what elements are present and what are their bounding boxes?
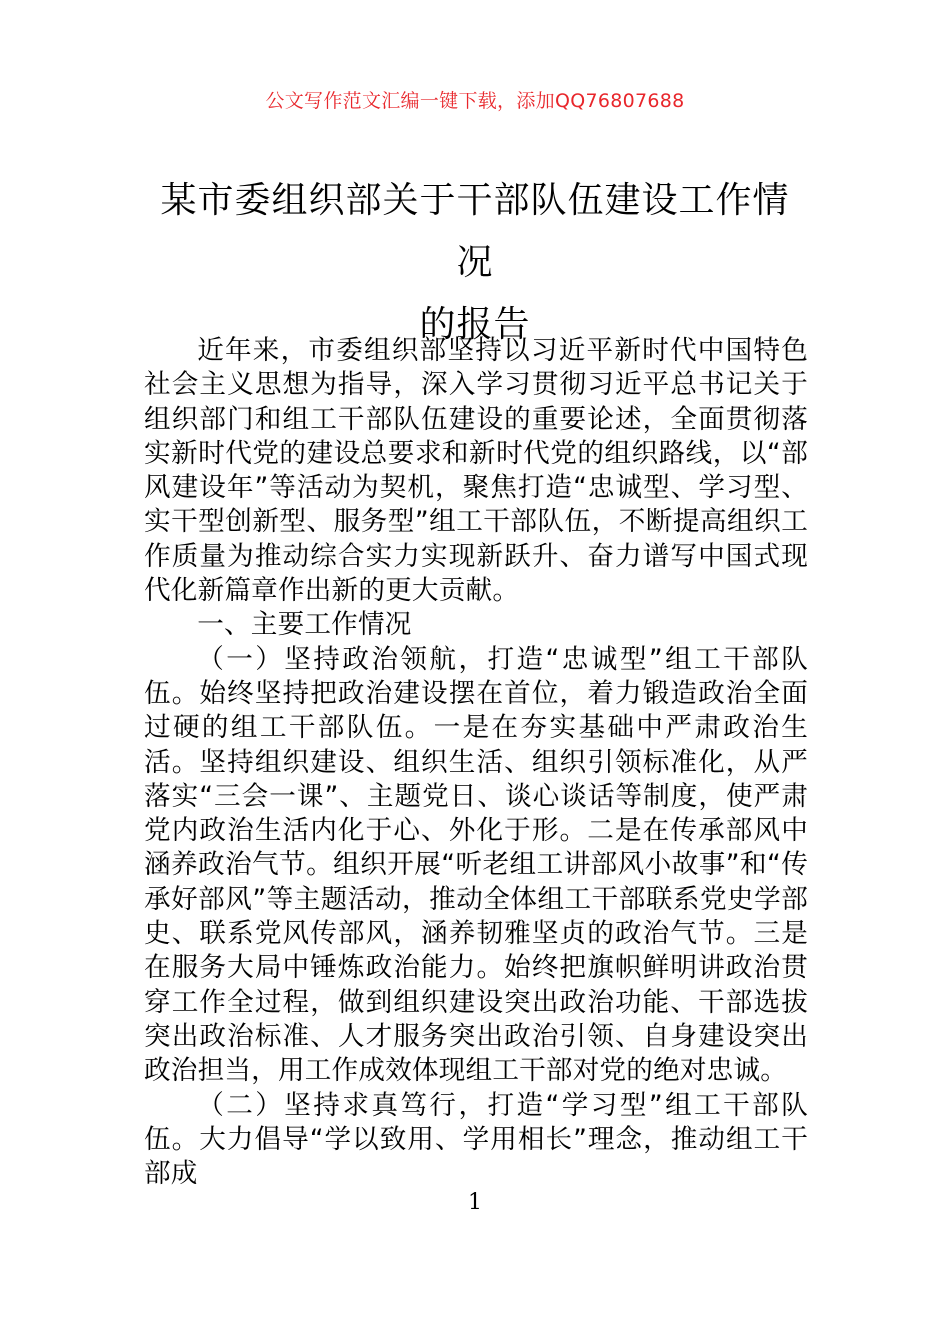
subsection-2-paragraph: （二）坚持求真笃行，打造“学习型”组工干部队伍。大力倡导“学以致用、学用相长”理念，推动组工干部成 [144, 1089, 808, 1190]
page-number: 1 [468, 1190, 482, 1215]
intro-paragraph: 近年来，市委组织部坚持以习近平新时代中国特色社会主义思想为指导，深入学习贯彻习近平总书记关于组织部门和组工干部队伍建设的重要论述，全面贯彻落实新时代党的建设总要求和新时代党的组织路线，以“部风建设年”等活动为契机，聚焦打造“忠诚型、学习型、实干型创新型、服务型”组工干部队伍，不断提高组织工作质量为推动综合实力实现新跃升、奋力谱写中国式现代化新篇章作出新的更大贡献。 [144, 335, 808, 607]
title-line-1: 某市委组织部关于干部队伍建设工作情况 [160, 180, 790, 283]
section-heading: 一、主要工作情况 [197, 609, 412, 641]
document-title [150, 170, 800, 356]
download-banner: 公文写作范文汇编一键下载，添加QQ76807688 [265, 90, 685, 112]
subsection-1-paragraph: （一）坚持政治领航，打造“忠诚型”组工干部队伍。始终坚持把政治建设摆在首位，着力锻造政治全面过硬的组工干部队伍。一是在夯实基础中严肃政治生活。坚持组织建设、组织生活、组织引领标准化，从严落实“三会一课”、主题党日、谈心谈话等制度，使严肃党内政治生活内化于心、外化于形。二是在传承部风中涵养政治气节。组织开展“听老组工讲部风小故事”和“传承好部风”等主题活动，推动全体组工干部联系党史学部史、联系党风传部风，涵养韧雅坚贞的政治气节。三是在服务大局中锤炼政治能力。始终把旗帜鲜明讲政治贯穿工作全过程，做到组织建设突出政治功能、干部选拔突出政治标准、人才服务突出政治引领、自身建设突出政治担当，用工作成效体现组工干部对党的绝对忠诚。 [144, 643, 808, 1087]
title-line-2: 的报告 [419, 304, 531, 345]
document-body [144, 334, 808, 1191]
